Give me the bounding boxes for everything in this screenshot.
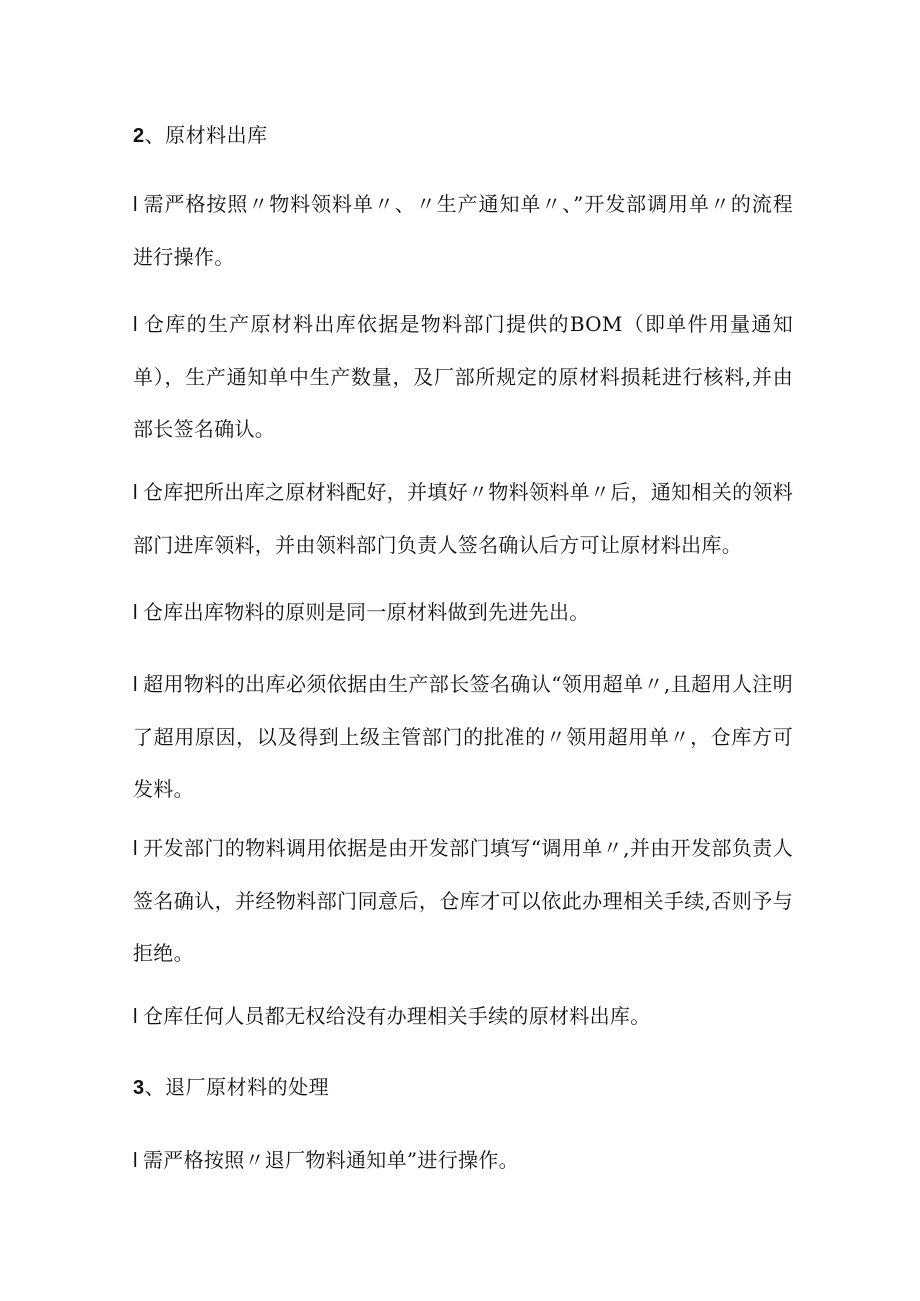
paragraph-text: 需严格按照〃物料领料单〃、〃生产通知单〃、”开发部调用单〃的流程进行操作。 xyxy=(133,192,793,269)
paragraph-text: 需严格按照〃退厂物料通知单”进行操作。 xyxy=(143,1148,519,1172)
section-2-title: 、原材料出库 xyxy=(144,123,268,147)
paragraph-item xyxy=(133,1134,793,1187)
section-3-title: 、退厂原材料的处理 xyxy=(144,1075,330,1099)
paragraph-item xyxy=(133,298,793,455)
paragraph-text: 仓库任何人员都无权给没有办理相关手续的原材料出库。 xyxy=(143,1004,651,1028)
paragraph-item xyxy=(133,586,793,639)
paragraph-item xyxy=(133,178,793,283)
section-3-heading xyxy=(133,1075,793,1100)
section-3-number: 3 xyxy=(133,1077,145,1099)
bullet-marker: l xyxy=(133,1150,138,1172)
section-2-heading xyxy=(133,123,793,148)
bullet-marker: l xyxy=(133,314,138,336)
paragraph-item xyxy=(133,658,793,815)
bullet-marker: l xyxy=(133,602,138,624)
bullet-marker: l xyxy=(133,1006,138,1028)
paragraph-item xyxy=(133,466,793,571)
paragraph-item xyxy=(133,822,793,979)
bullet-marker: l xyxy=(133,838,138,860)
paragraph-text: 开发部门的物料调用依据是由开发部门填写“调用单〃,并由开发部负责人签名确认，并经物料部门同意后，仓库才可以依此办理相关手续,否则予与拒绝。 xyxy=(133,836,793,965)
paragraph-text: 仓库把所出库之原材料配好，并填好〃物料领料单〃后，通知相关的领料部门进库领料，并由领料部门负责人签名确认后方可让原材料出库。 xyxy=(133,480,793,557)
paragraph-text: 仓库的生产原材料出库依据是物料部门提供的BOM（即单件用量通知单），生产通知单中生产数量，及厂部所规定的原材料损耗进行核料,并由部长签名确认。 xyxy=(133,312,793,441)
bullet-marker: l xyxy=(133,482,138,504)
bullet-marker: l xyxy=(133,194,138,216)
paragraph-item xyxy=(133,990,793,1043)
section-2-number: 2 xyxy=(133,125,145,147)
bullet-marker: l xyxy=(133,674,138,696)
paragraph-text: 仓库出库物料的原则是同一原材料做到先进先出。 xyxy=(143,600,590,624)
paragraph-text: 超用物料的出库必须依据由生产部长签名确认“领用超单〃,且超用人注明了超用原因，以及得到上级主管部门的批准的〃领用超用单〃，仓库方可发料。 xyxy=(133,672,793,801)
